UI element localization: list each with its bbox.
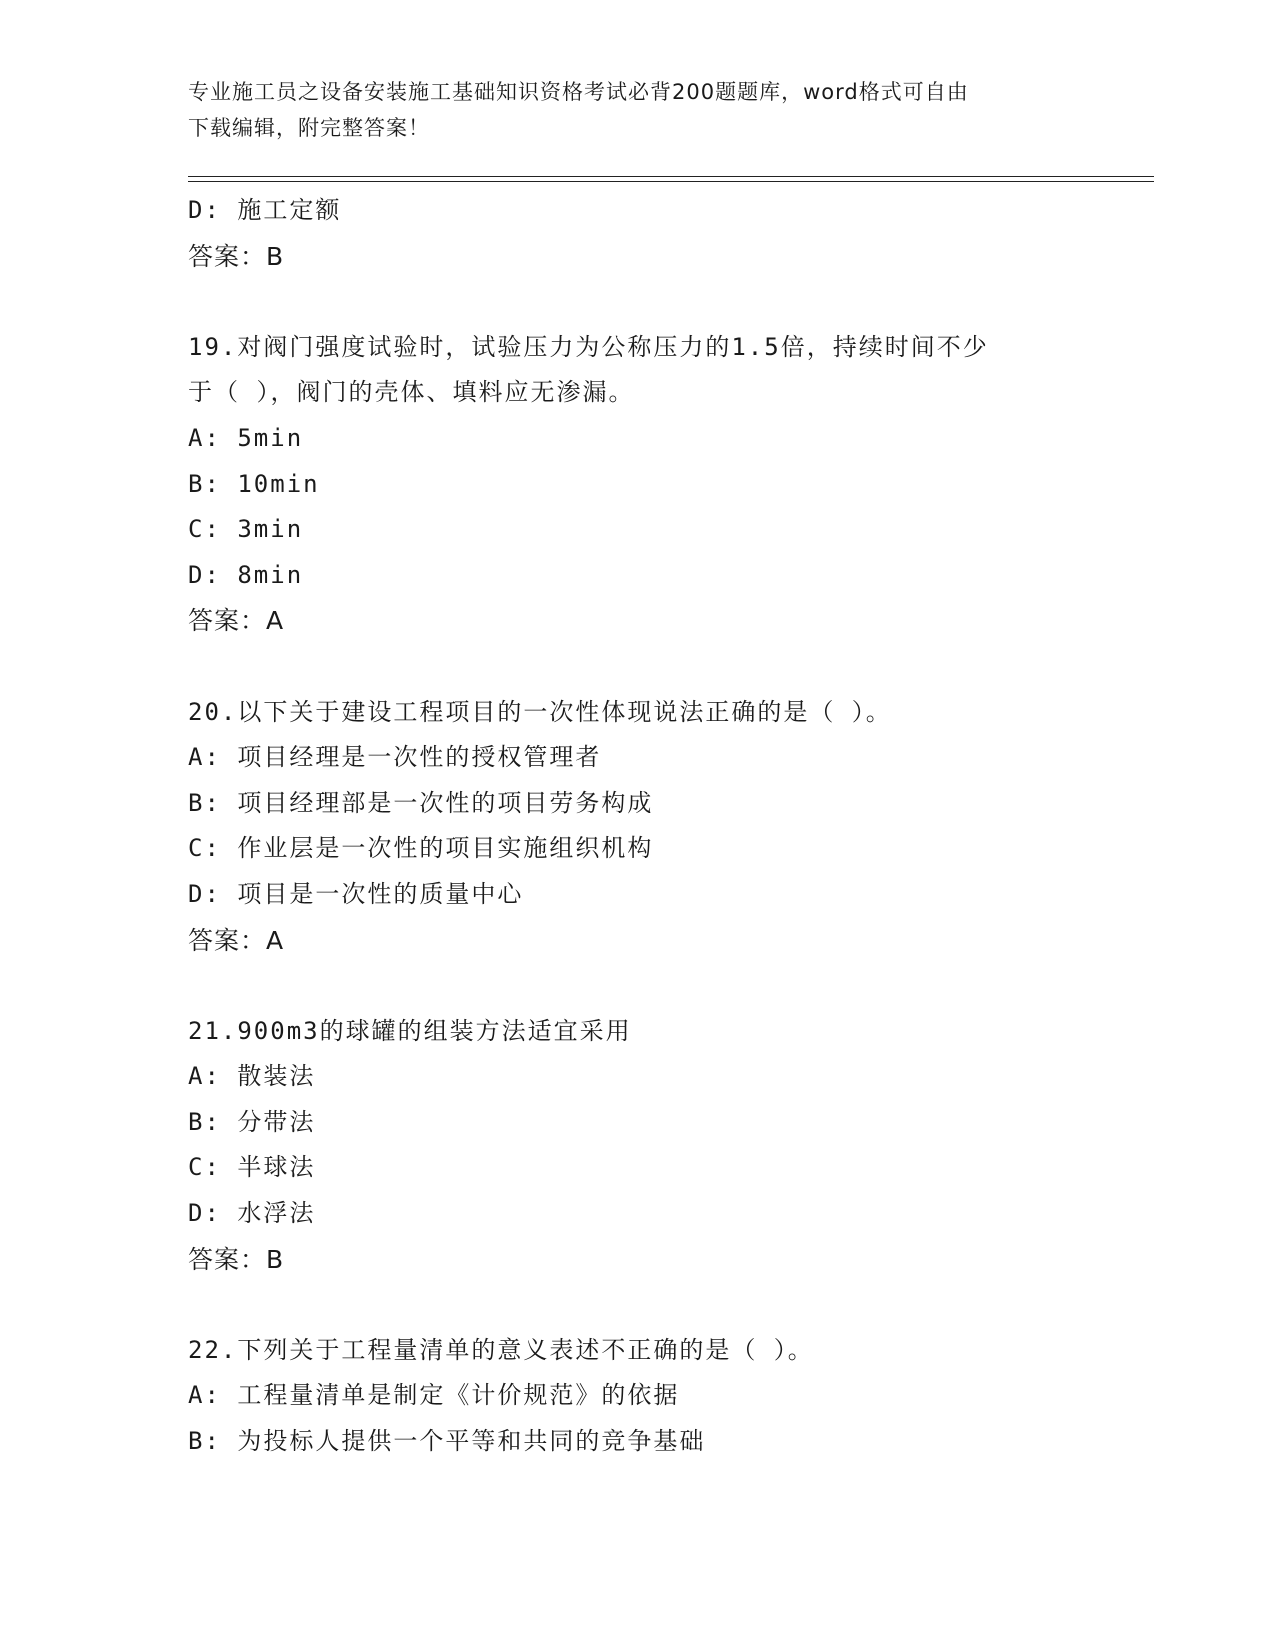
question-20 — [188, 690, 1154, 964]
question-21 — [188, 1009, 1154, 1283]
option-a: A: 5min — [188, 423, 304, 452]
option-a: A: 散装法 — [188, 1062, 316, 1091]
header-line-1: 专业施工员之设备安装施工基础知识资格考试必背200题题库，word格式可自由 — [188, 80, 969, 104]
option-d: D: 施工定额 — [188, 196, 342, 224]
option-c: C: 3min — [188, 515, 304, 544]
answer-line: 答案：B — [188, 1244, 285, 1274]
previous-question-tail — [188, 188, 1154, 279]
answer-line: 答案：A — [188, 925, 285, 955]
question-text: 19.对阀门强度试验时，试验压力为公称压力的1.5倍，持续时间不少 — [188, 332, 989, 361]
option-a: A: 项目经理是一次性的授权管理者 — [188, 743, 602, 772]
option-c: C: 作业层是一次性的项目实施组织机构 — [188, 834, 654, 863]
option-b: B: 项目经理部是一次性的项目劳务构成 — [188, 788, 654, 817]
question-list — [188, 188, 1154, 1465]
spacer — [188, 1282, 1154, 1328]
spacer — [188, 279, 1154, 325]
question-text: 22.下列关于工程量清单的意义表述不正确的是（ ）。 — [188, 1335, 814, 1364]
option-d: D: 8min — [188, 560, 304, 589]
option-c: C: 半球法 — [188, 1153, 316, 1182]
option-d: D: 水浮法 — [188, 1199, 316, 1228]
question-19 — [188, 325, 1154, 644]
option-a: A: 工程量清单是制定《计价规范》的依据 — [188, 1381, 680, 1410]
question-text-continued: 于（ ），阀门的壳体、填料应无渗漏。 — [188, 378, 635, 407]
question-text: 21.900m3的球罐的组装方法适宜采用 — [188, 1016, 632, 1045]
header-divider-top — [188, 176, 1154, 177]
spacer — [188, 644, 1154, 690]
spacer — [188, 963, 1154, 1009]
option-d: D: 项目是一次性的质量中心 — [188, 879, 524, 908]
header-divider-bottom — [188, 181, 1154, 182]
answer-line: 答案：A — [188, 606, 285, 636]
option-b: B: 为投标人提供一个平等和共同的竞争基础 — [188, 1427, 706, 1456]
question-text: 20.以下关于建设工程项目的一次性体现说法正确的是（ ）。 — [188, 697, 892, 726]
option-b: B: 分带法 — [188, 1107, 316, 1136]
header-line-2: 下载编辑，附完整答案！ — [188, 116, 430, 140]
question-22 — [188, 1328, 1154, 1465]
document-header — [188, 74, 1068, 146]
option-b: B: 10min — [188, 469, 320, 498]
answer-line: 答案：B — [188, 241, 285, 271]
